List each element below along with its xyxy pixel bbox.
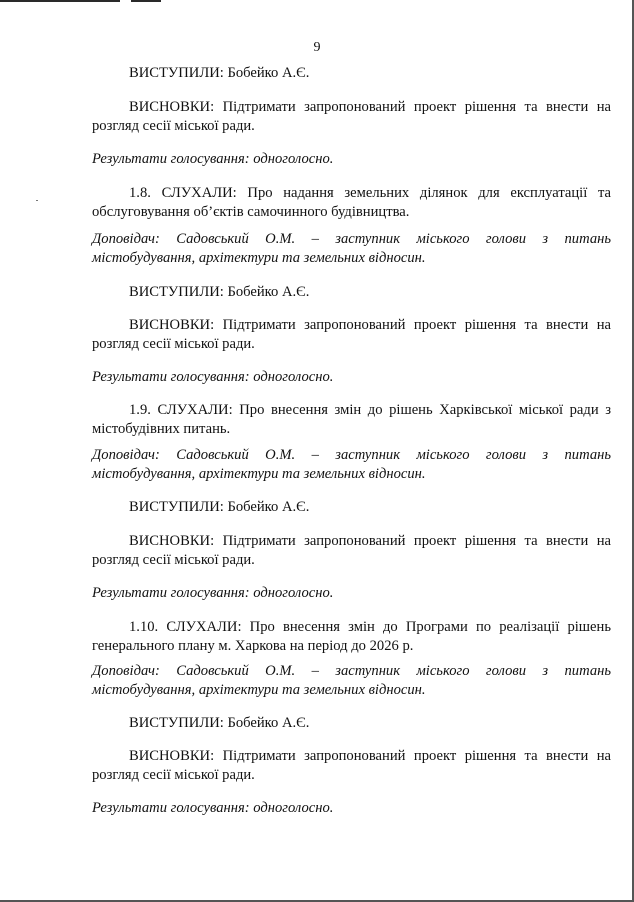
agenda-item-1-9: 1.9. СЛУХАЛИ: Про внесення змін до рішень Харківської міської ради з містобудівних питань. — [92, 402, 611, 437]
voting-result: Результати голосування: одноголосно. — [92, 369, 334, 385]
voting-result: Результати голосування: одноголосно. — [92, 151, 334, 167]
scan-edge-mark — [131, 0, 161, 2]
conclusions-paragraph: ВИСНОВКИ: Підтримати запропонований проект рішення та внести на розгляд сесії міської ради. — [92, 317, 611, 352]
scan-edge-top — [0, 0, 634, 3]
voting-result: Результати голосування: одноголосно. — [92, 585, 334, 601]
conclusions-paragraph: ВИСНОВКИ: Підтримати запропонований проект рішення та внести на розгляд сесії міської ради. — [92, 533, 611, 568]
conclusions-paragraph: ВИСНОВКИ: Підтримати запропонований проект рішення та внести на розгляд сесії міської ради. — [92, 99, 611, 134]
scan-speck — [36, 200, 38, 201]
agenda-item-1-10: 1.10. СЛУХАЛИ: Про внесення змін до Програми по реалізації рішень генерального плану м. Харкова на період до 2026 р. — [92, 619, 611, 654]
rapporteur-paragraph: Доповідач: Садовський О.М. – заступник міського голови з питань містобудування, архітектури та земельних відносин. — [92, 231, 611, 266]
conclusions-paragraph: ВИСНОВКИ: Підтримати запропонований проект рішення та внести на розгляд сесії міської ради. — [92, 748, 611, 783]
rapporteur-paragraph: Доповідач: Садовський О.М. – заступник міського голови з питань містобудування, архітектури та земельних відносин. — [92, 447, 611, 482]
page-number: 9 — [313, 40, 321, 55]
scan-edge-mark — [0, 0, 120, 2]
rapporteur-paragraph: Доповідач: Садовський О.М. – заступник міського голови з питань містобудування, архітектури та земельних відносин. — [92, 663, 611, 698]
speakers-line: ВИСТУПИЛИ: Бобейко А.Є. — [129, 284, 310, 300]
speakers-line: ВИСТУПИЛИ: Бобейко А.Є. — [129, 715, 310, 731]
speakers-line: ВИСТУПИЛИ: Бобейко А.Є. — [129, 65, 310, 81]
agenda-item-1-8: 1.8. СЛУХАЛИ: Про надання земельних ділянок для експлуатації та обслуговування об’єктів самочинного будівництва. — [92, 185, 611, 220]
voting-result: Результати голосування: одноголосно. — [92, 800, 334, 816]
speakers-line: ВИСТУПИЛИ: Бобейко А.Є. — [129, 499, 310, 515]
